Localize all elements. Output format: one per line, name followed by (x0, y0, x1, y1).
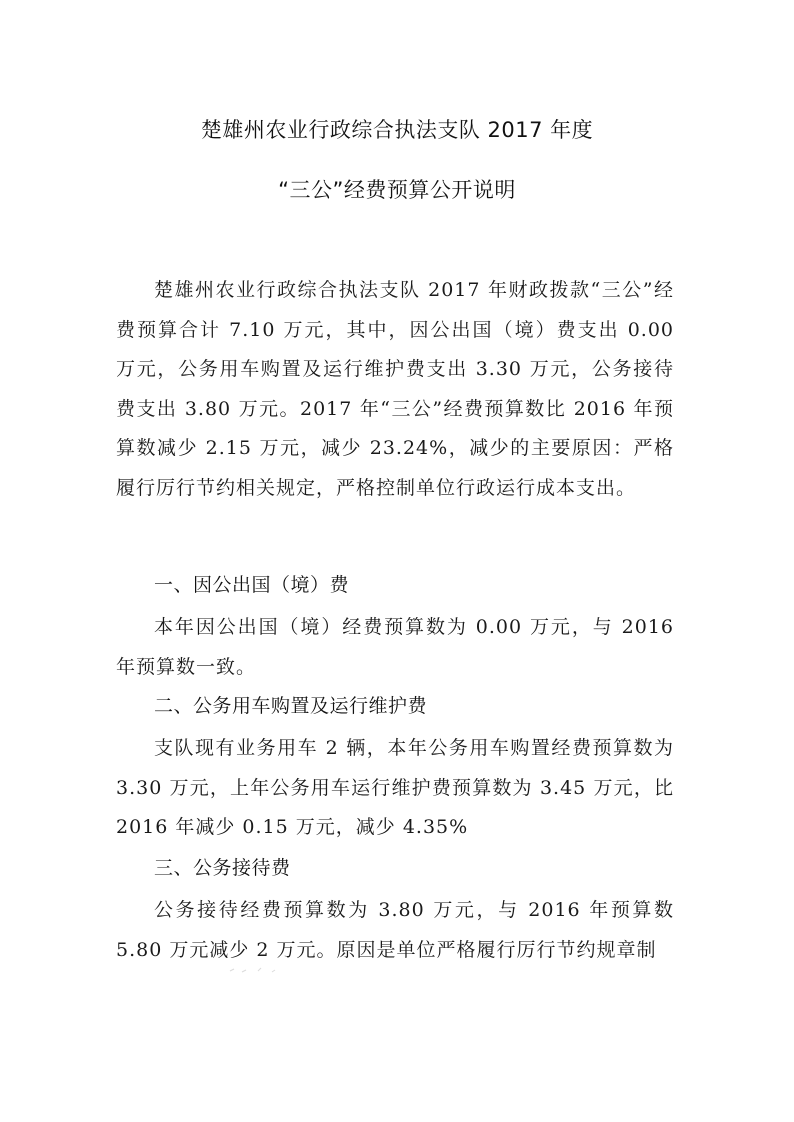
section-text-reception: 公务接待经费预算数为 3.80 万元，与 2016 年预算数 5.80 万元减少 2 万元。原因是单位严格履行厉行节约规章制 (116, 899, 674, 961)
document-title-line2: “三公”经费预算公开说明 (278, 178, 516, 202)
section-heading-vehicles: 二、公务用车购置及运行维护费 (154, 695, 428, 717)
section-heading-travel: 一、因公出国（境）费 (154, 574, 350, 596)
section-text-travel: 本年因公出国（境）经费预算数为 0.00 万元，与 2016 年预算数一致。 (116, 616, 674, 678)
intro-paragraph: 楚雄州农业行政综合执法支队 2017 年财政拨款“三公”经费预算合计 7.10 万元，其中，因公出国（境）费支出 0.00 万元，公务用车购置及运行维护费支出 3.30 万元，公务接待费支出 3.80 万元。2017 年“三公”经费预算数比 2016 年预算数减少 2.15 万元，减少 23.24%，减少的主要原因：严格履行厉行节约相关规定，严格控制单位行政运行成本支出。 (116, 279, 674, 499)
section-heading-reception: 三、公务接待费 (154, 857, 291, 879)
section-text-vehicles: 支队现有业务用车 2 辆，本年公务用车购置经费预算数为 3.30 万元，上年公务用车运行维护费预算数为 3.45 万元，比 2016 年减少 0.15 万元，减少 4.35% (116, 737, 674, 838)
scan-smudge-mark (228, 965, 288, 975)
document-title-line1: 楚雄州农业行政综合执法支队 2017 年度 (200, 118, 594, 142)
